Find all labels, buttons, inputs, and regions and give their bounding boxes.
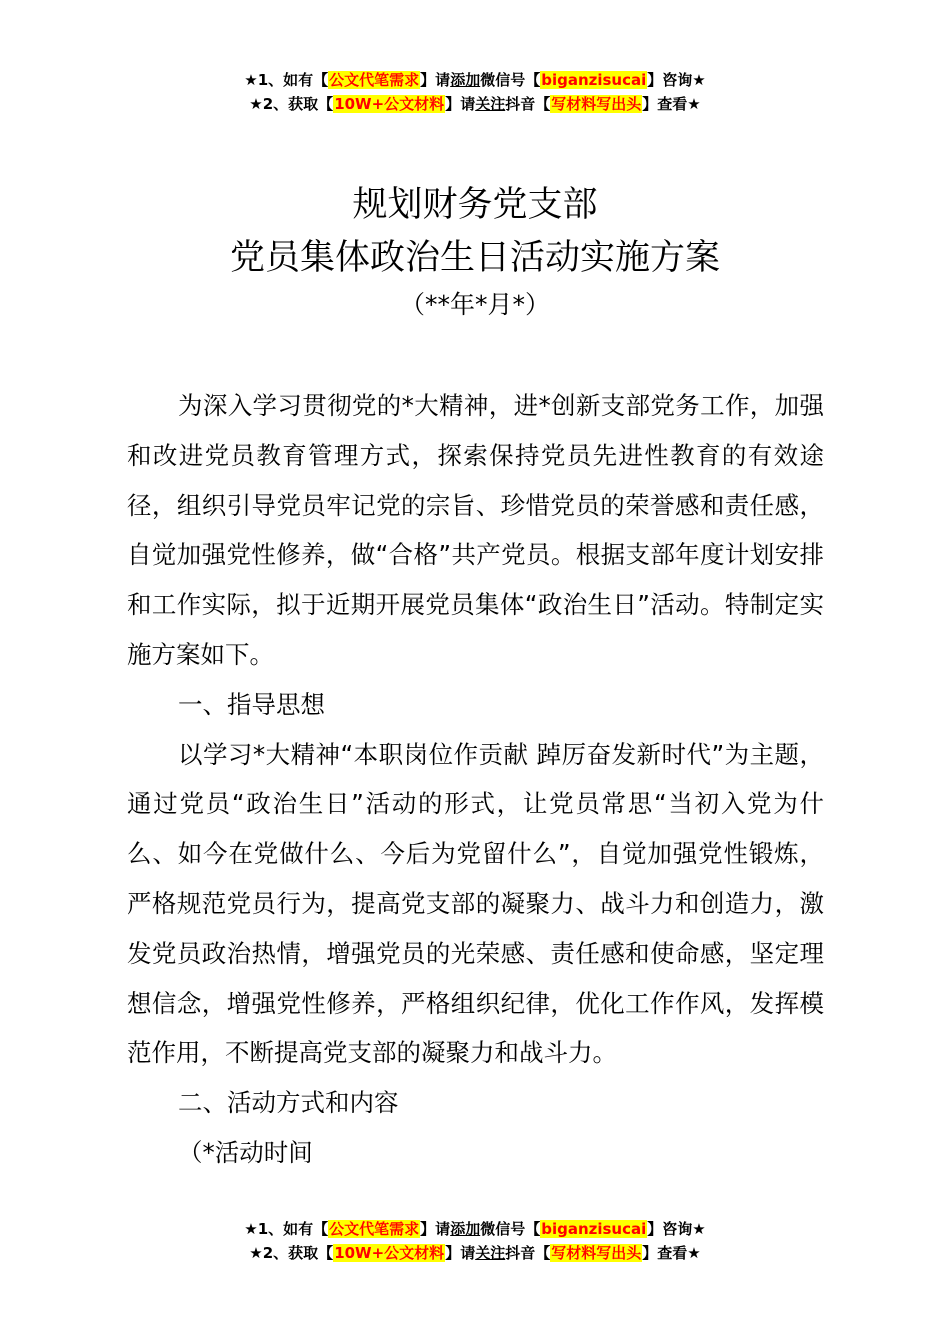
banner-highlight: 公文代笔需求 — [329, 1220, 420, 1238]
subsection-heading: （*活动时间 — [178, 1137, 313, 1167]
banner-text: ★2、获取【 — [249, 95, 334, 113]
banner-text: 】请 — [420, 71, 451, 89]
top-banner — [0, 68, 950, 116]
banner-douyin-id: 写材料写出头 — [551, 95, 642, 113]
banner-text: 】查看★ — [642, 95, 701, 113]
banner-text: 】请 — [420, 1220, 451, 1238]
banner-line-2 — [0, 1241, 950, 1265]
banner-underlined-text: 添加 — [450, 71, 481, 89]
banner-text: 】查看★ — [642, 1244, 701, 1262]
document-title-line-2: 党员集体政治生日活动实施方案 — [229, 238, 720, 278]
banner-text: 抖音【 — [505, 95, 551, 113]
document-title-line-1: 规划财务党支部 — [352, 185, 598, 225]
banner-highlight: 10W+公文材料 — [334, 1244, 445, 1262]
section-heading-1: 一、指导思想 — [178, 689, 325, 719]
banner-line-1 — [0, 1217, 950, 1241]
banner-douyin-id: 写材料写出头 — [551, 1244, 642, 1262]
banner-text: ★1、如有【 — [244, 1220, 329, 1238]
document-body — [127, 381, 824, 1178]
bottom-banner — [0, 1217, 950, 1265]
banner-wechat-id: biganzisucai — [541, 71, 647, 89]
banner-text: ★2、获取【 — [249, 1244, 334, 1262]
banner-text: 微信号【 — [480, 71, 541, 89]
document-date: （**年*月*） — [399, 290, 550, 319]
banner-underlined-text: 关注 — [475, 1244, 506, 1262]
banner-text: 】请 — [445, 1244, 476, 1262]
banner-text: 微信号【 — [480, 1220, 541, 1238]
paragraph-intro: 为深入学习贯彻党的*大精神，进*创新支部党务工作，加强和改进党员教育管理方式，探索保持党员先进性教育的有效途径，组织引导党员牢记党的宗旨、珍惜党员的荣誉感和责任感，自觉加强党性修养，做“合格”共产党员。根据支部年度计划安排和工作实际，拟于近期开展党员集体“政治生日”活动。特制定实施方案如下。 — [127, 391, 824, 669]
banner-text: ★1、如有【 — [244, 71, 329, 89]
section-heading-2: 二、活动方式和内容 — [178, 1088, 399, 1118]
banner-wechat-id: biganzisucai — [541, 1220, 647, 1238]
banner-text: 】咨询★ — [647, 1220, 706, 1238]
banner-text: 】请 — [445, 95, 476, 113]
banner-highlight: 10W+公文材料 — [334, 95, 445, 113]
banner-text: 】咨询★ — [647, 71, 706, 89]
banner-line-2 — [0, 92, 950, 116]
banner-underlined-text: 关注 — [475, 95, 506, 113]
paragraph-guiding-thought: 以学习*大精神“本职岗位作贡献 踔厉奋发新时代”为主题，通过党员“政治生日”活动的形式，让党员常思“当初入党为什么、如今在党做什么、今后为党留什么”，自觉加强党性锻炼，严格规范党员行为，提高党支部的凝聚力、战斗力和创造力，激发党员政治热情，增强党员的光荣感、责任感和使命感，坚定理想信念，增强党性修养，严格组织纪律，优化工作作风，发挥模范作用，不断提高党支部的凝聚力和战斗力。 — [127, 739, 824, 1068]
banner-text: 抖音【 — [505, 1244, 551, 1262]
banner-line-1 — [0, 68, 950, 92]
banner-highlight: 公文代笔需求 — [329, 71, 420, 89]
banner-underlined-text: 添加 — [450, 1220, 481, 1238]
